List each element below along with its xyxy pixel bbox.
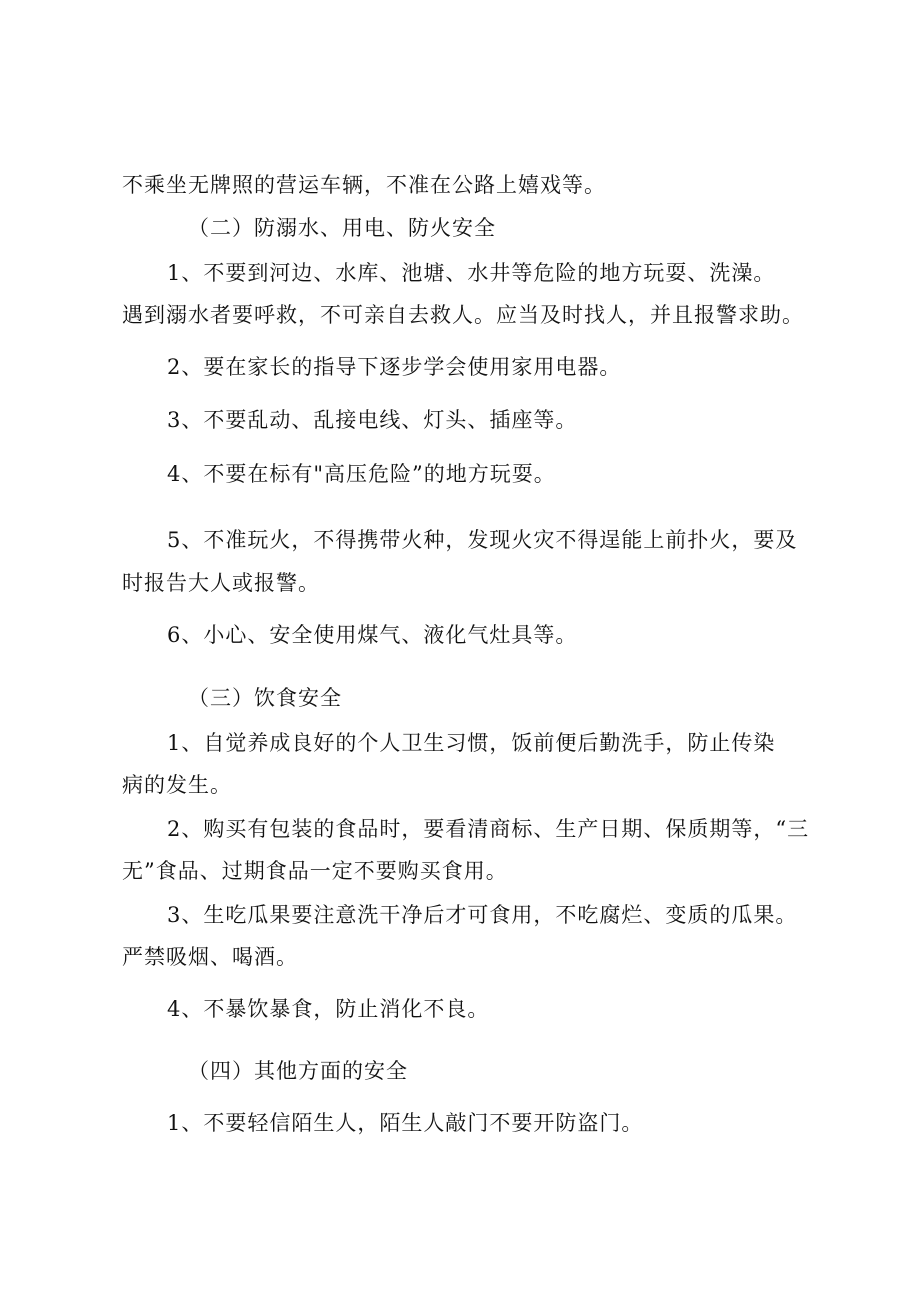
- list-item: 3、不要乱动、乱接电线、灯头、插座等。: [167, 408, 578, 432]
- paragraph-line: 无”食品、过期食品一定不要购买食用。: [122, 859, 508, 883]
- list-item: 1、不要到河边、水库、池塘、水井等危险的地方玩耍、洗澡。: [167, 261, 776, 285]
- list-item: 4、不暴饮暴食，防止消化不良。: [167, 997, 490, 1021]
- list-item: 3、生吃瓜果要注意洗干净后才可食用，不吃腐烂、变质的瓜果。: [167, 903, 798, 927]
- list-item: 1、自觉养成良好的个人卫生习惯，饭前便后勤洗手，防止传染: [167, 731, 776, 755]
- list-item: 2、要在家长的指导下逐步学会使用家用电器。: [167, 355, 622, 379]
- list-item: 5、不准玩火，不得携带火种，发现火灾不得逞能上前扑火，要及: [167, 528, 798, 552]
- list-item: 2、购买有包装的食品时，要看清商标、生产日期、保质期等，“三: [167, 817, 810, 841]
- list-item: 6、小心、安全使用煤气、液化气灶具等。: [167, 623, 578, 647]
- section-heading: （三）饮食安全: [188, 686, 342, 710]
- paragraph-line: 严禁吸烟、喝酒。: [122, 945, 298, 969]
- paragraph-line: 不乘坐无牌照的营运车辆，不准在公路上嬉戏等。: [122, 173, 606, 197]
- paragraph-line: 时报告大人或报警。: [122, 571, 320, 595]
- section-heading: （四）其他方面的安全: [188, 1059, 408, 1083]
- paragraph-line: 遇到溺水者要呼救，不可亲自去救人。应当及时找人，并且报警求助。: [122, 303, 804, 327]
- list-item: 4、不要在标有"高压危险”的地方玩耍。: [167, 462, 556, 486]
- paragraph-line: 病的发生。: [122, 773, 232, 797]
- section-heading: （二）防溺水、用电、防火安全: [188, 216, 496, 240]
- list-item: 1、不要轻信陌生人，陌生人敲门不要开防盗门。: [167, 1111, 644, 1135]
